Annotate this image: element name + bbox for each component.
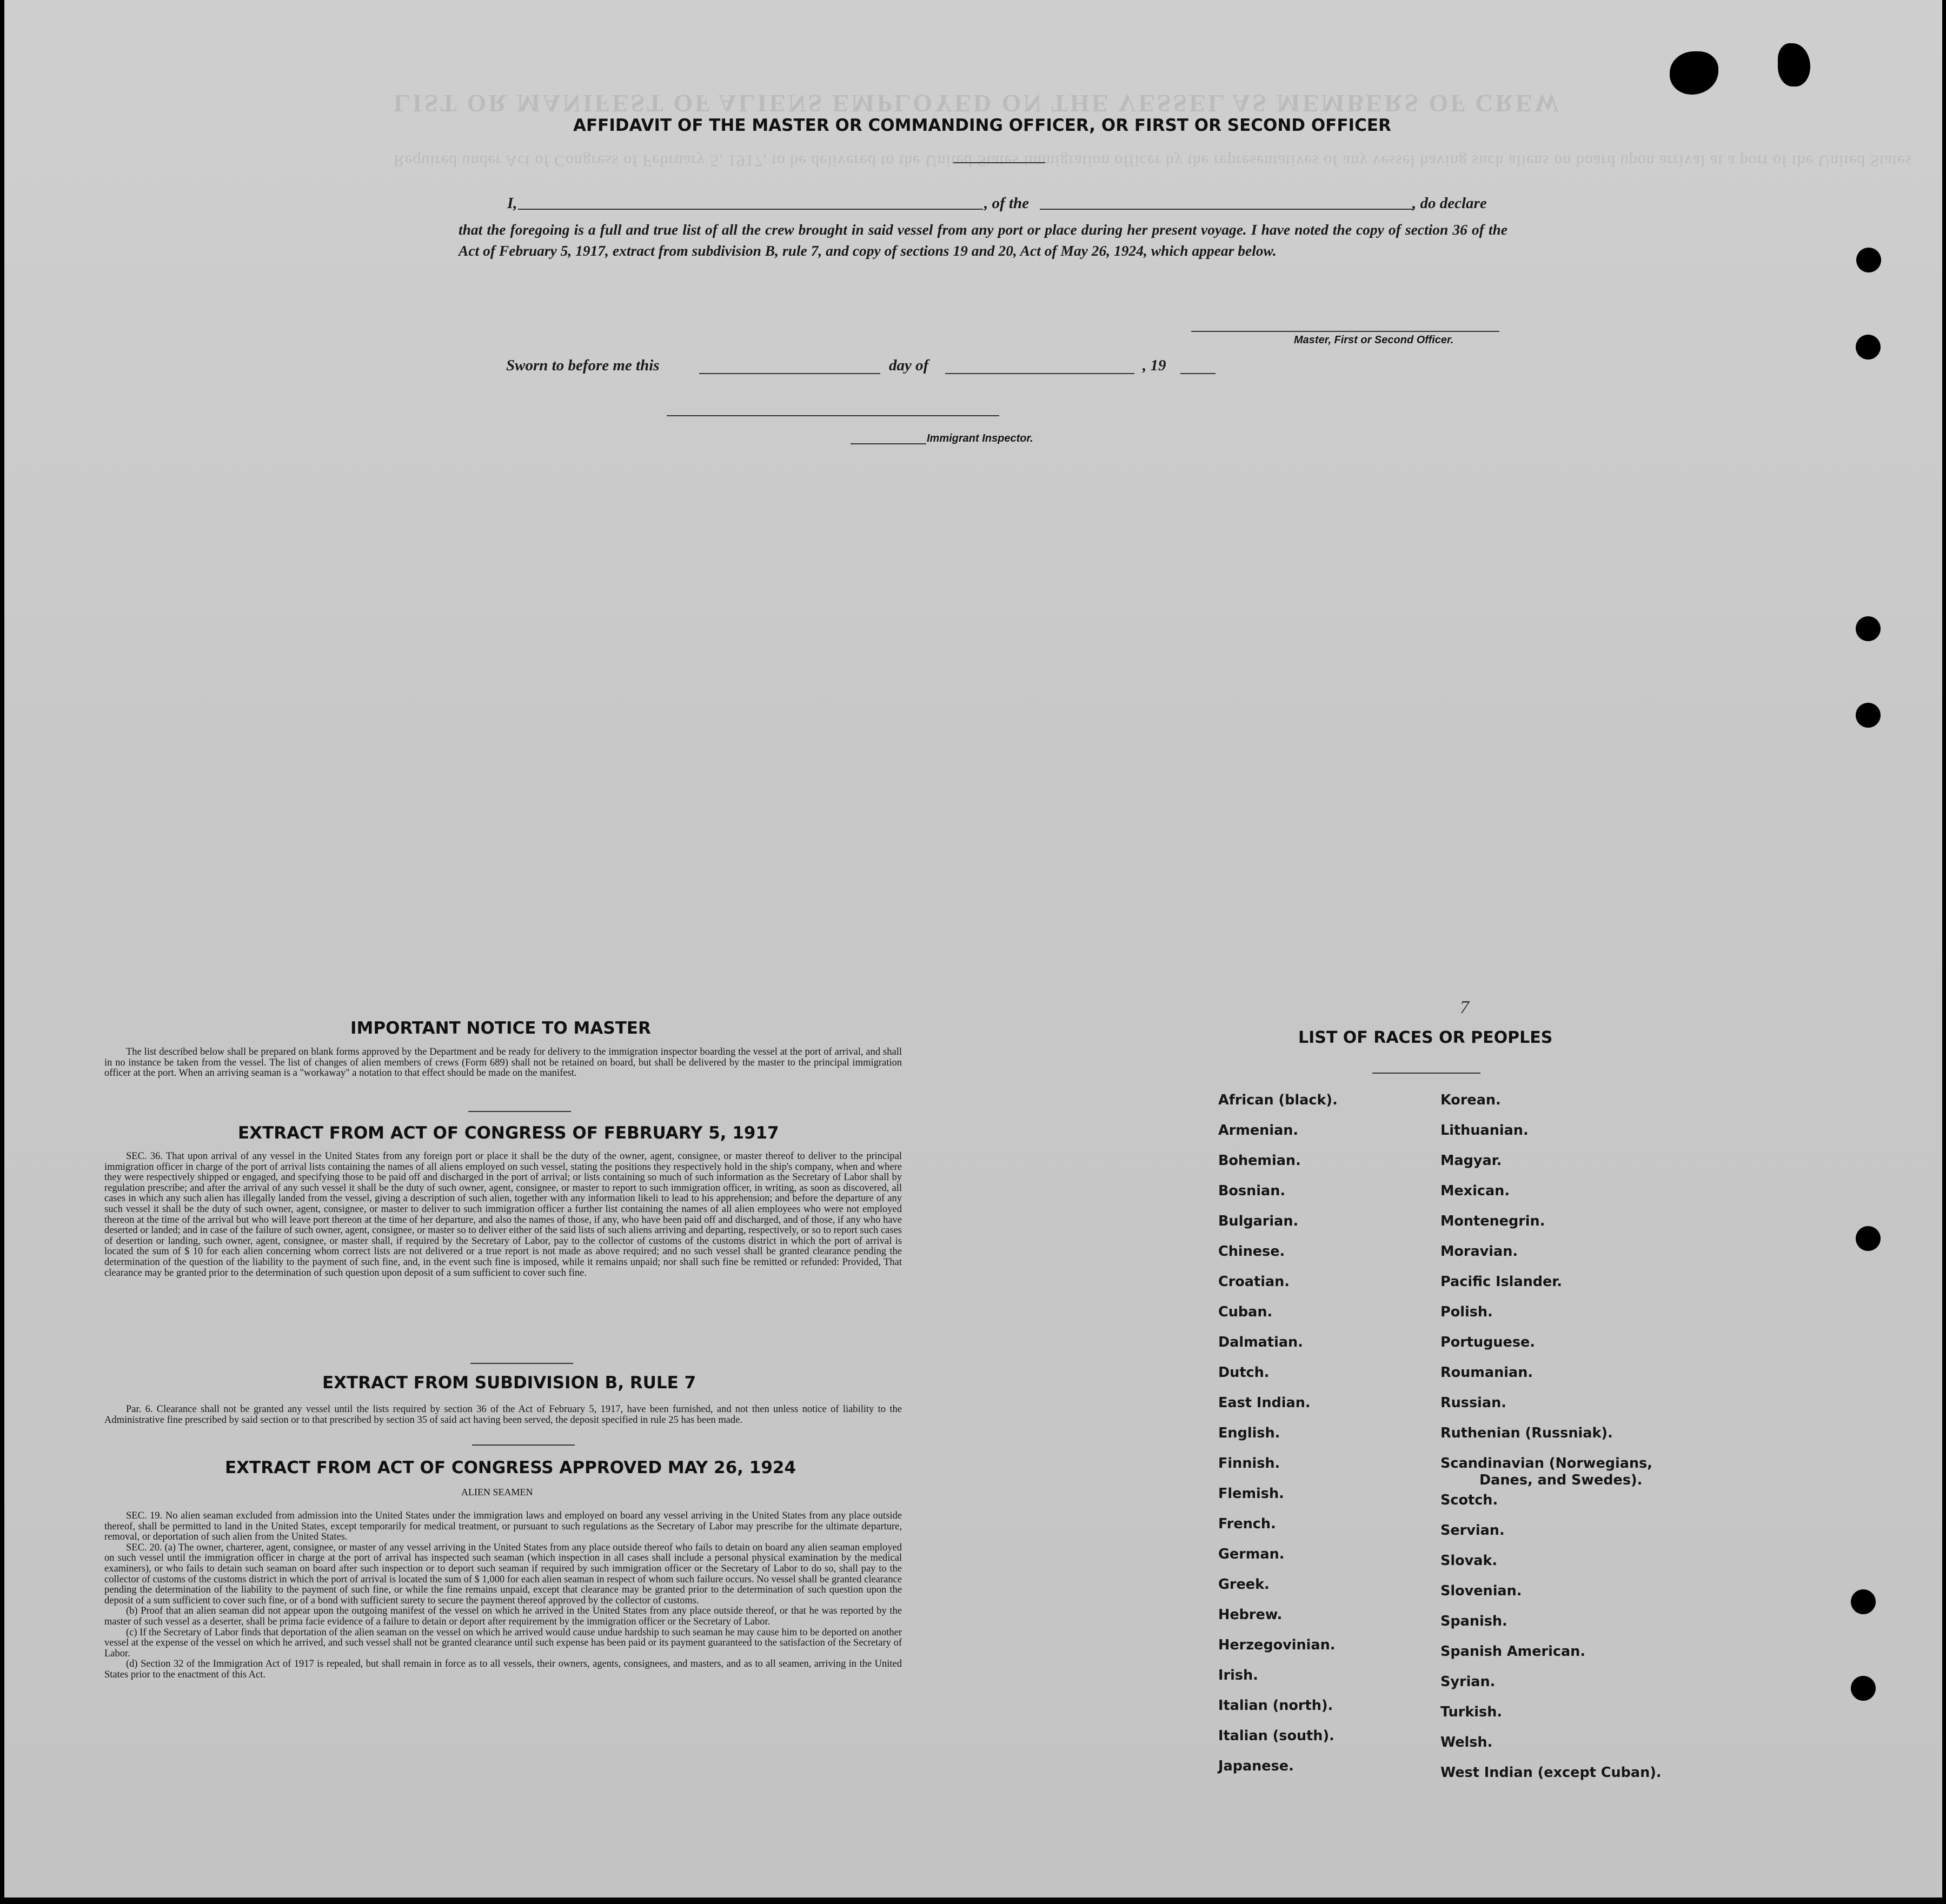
race-item: Welsh. [1440,1734,1493,1750]
sworn-day-field[interactable] [699,373,880,374]
race-item: Scotch. [1440,1492,1498,1508]
race-item: Russian. [1440,1395,1506,1411]
extract-1917-text [104,1151,902,1279]
race-item-continuation: Danes, and Swedes). [1479,1472,1643,1488]
sec-20c-paragraph: (c) If the Secretary of Labor finds that deportation of the alien seaman on the vessel on which he arrived would cause undue hardship to such seaman he may cause him to be deported on another vessel at the expense of the vessel on which he arrived, and such vessel shall not be granted clearance until such expense has been paid or its payment guaranteed to the satisfaction of the Secretary of Labor. [104,1627,902,1659]
race-item: Moravian. [1440,1243,1518,1260]
race-item: Flemish. [1218,1486,1284,1502]
divider [470,1363,573,1364]
race-item: Ruthenian (Russniak). [1440,1425,1613,1441]
divider [1372,1073,1480,1074]
year-prefix: , 19 [1143,357,1166,374]
notice-text [104,1047,902,1079]
race-item: East Indian. [1218,1395,1311,1411]
race-item: Slovenian. [1440,1583,1522,1599]
race-item: Cuban. [1218,1304,1273,1320]
race-item: Portuguese. [1440,1334,1535,1350]
page-mark: 7 [1460,997,1469,1017]
affidavit-title: AFFIDAVIT OF THE MASTER OR COMMANDING OFFICER, OR FIRST OR SECOND OFFICER [573,116,1391,135]
extract-1924-title: EXTRACT FROM ACT OF CONGRESS APPROVED MAY 26, 1924 [225,1458,796,1477]
race-item: Italian (north). [1218,1697,1333,1714]
do-declare-label: , do declare [1412,195,1487,212]
race-item: Bohemian. [1218,1153,1301,1169]
sec-20b-paragraph: (b) Proof that an alien seaman did not appear upon the outgoing manifest of the vessel on which he arrived in the United States from any place outside thereof, or that he was reported by the master of such vessel as a deserter, shall be prima facie evidence of a failure to detain or deport after requirement by the immigration officer or the Secretary of Labor. [104,1606,902,1627]
race-item: West Indian (except Cuban). [1440,1765,1662,1781]
inspector-name-line[interactable] [851,443,926,444]
race-item: Herzegovinian. [1218,1637,1336,1653]
officer-signature-caption: Master, First or Second Officer. [1294,334,1454,346]
race-item: Mexican. [1440,1183,1510,1199]
race-item: Italian (south). [1218,1728,1334,1744]
race-item: Finnish. [1218,1455,1280,1472]
race-item: Irish. [1218,1667,1258,1683]
race-item: Spanish. [1440,1613,1507,1629]
punch-hole [1856,335,1881,360]
race-item: Syrian. [1440,1674,1496,1690]
punch-hole [1856,703,1881,728]
race-item: French. [1218,1516,1276,1532]
race-item: African (black). [1218,1092,1338,1108]
race-item: English. [1218,1425,1280,1441]
section-36-paragraph: SEC. 36. That upon arrival of any vessel in the United States from any foreign port or place it shall be the duty of the owner, agent, consignee, or master thereof to deliver to the principal immigration officer in charge of the port of arrival lists containing the names of all aliens employed on such vessel, stating the positions they respectively hold in the ship's company, when and where they were respectively shipped or engaged, and specifying those to be paid off and discharged in the port of arrival; or lists containing so much of such information as the Secretary of Labor shall by regulation prescribe; and after the arrival of any such vessel it shall be the duty of such owner, agent, consignee, or master to report to such immigration officer, in writing, as soon as discovered, all cases in which any such alien has illegally landed from the vessel, giving a description of such alien, together with any information likeli to lead to his apprehension; and before the departure of any such vessel it shall be the duty of such owner, agent, consignee, or master to deliver to such immigration officer a further list containing the names of all alien employees who were not employed thereon at the time of the arrival but who will leave port thereon at the time of her departure, and also the names of those, if any, who have been paid off and discharged, and of those, if any who have deserted or landed; and in case of the failure of such owner, agent, consignee, or master so to deliver either of the said lists of such aliens arriving and departing, respectively, or so to report such cases of desertion or landing, such owner, agent, consignee, or master shall, if required by the Secretary of Labor, pay to the collector of customs of the customs district in which the port of arrival is located the sum of $ 10 for each alien concerning whom correct lists are not delivered or a true report is not made as above required; and no such vessel shall be granted clearance pending the determination of the question of the liability to the payment of such fine, and, in the event such fine is imposed, while it remains unpaid; nor shall such fine be remitted or refunded: Provided, That clearance may be granted prior to the determination of such question upon deposit of a sum sufficient to cover such fine. [104,1151,902,1279]
race-item: Montenegrin. [1440,1213,1545,1229]
race-item: Chinese. [1218,1243,1285,1260]
race-item: Hebrew. [1218,1607,1283,1623]
affidavit-i-label: I, [507,195,517,212]
notice-title: IMPORTANT NOTICE TO MASTER [350,1018,651,1038]
extract-rule7-text [104,1404,902,1426]
sec-19-paragraph: SEC. 19. No alien seaman excluded from admission into the United States under the immigration laws and employed on board any vessel arriving in the United States from any place outside thereof, shall be permitted to land in the United States, except temporarily for medical treatment, or pursuant to such regulations as the Secretary of Labor may prescribe for the ultimate departure, removal, or deportation of such alien from the United States. [104,1510,902,1543]
punch-hole [1856,1226,1881,1251]
inspector-caption: Immigrant Inspector. [927,432,1033,444]
par-6-paragraph: Par. 6. Clearance shall not be granted any vessel until the lists required by section 36 of the Act of February 5, 1917, have been furnished, and not then unless notice of liability to the Administrative fine prescribed by said section or to that prescribed by section 35 of said act having been served, the deposit specified in rule 25 has been made. [104,1404,902,1426]
race-item: Korean. [1440,1092,1501,1108]
race-item: Croatian. [1218,1274,1290,1290]
officer-signature-line[interactable] [1191,331,1499,332]
divider [953,162,1045,163]
race-item: Bulgarian. [1218,1213,1299,1229]
sec-20a-paragraph: SEC. 20. (a) The owner, charterer, agent, consignee, or master of any vessel arriving in the United States from any place outside thereof who fails to detain on board any alien seaman employed on such vessel until the immigration officer in charge at the port of arrival has inspected such seaman (which inspection in all cases shall include a personal physical examination by the medical examiners), or who fails to detain such seaman on board after such inspection or to deport such seaman if required by such immigration officer or the Secretary of Labor to do so, shall pay to the collector of customs of the customs district in which the port of arrival is located the sum of $ 1,000 for each alien seaman in respect of whom such failure occurs. No vessel shall be granted clearance pending the determination of the liability to the payment of such fine, or while the fine remains unpaid, except that clearance may be granted prior to the determination of such question upon the deposit of a sum sufficient to cover such fine, or of a bond with sufficient surety to secure the payment thereof approved by the collector of customs. [104,1542,902,1606]
race-item: Lithuanian. [1440,1122,1529,1139]
punch-hole [1856,616,1881,641]
punch-hole [1856,248,1881,272]
document-sheet [4,0,1942,1898]
punch-hole [1851,1676,1876,1701]
race-item: Greek. [1218,1576,1270,1593]
race-item: Roumanian. [1440,1364,1533,1381]
race-item: Scandinavian (Norwegians, [1440,1455,1652,1472]
alien-seamen-subtitle: ALIEN SEAMEN [461,1487,533,1497]
race-item: German. [1218,1546,1285,1562]
name-field[interactable] [518,209,983,210]
sworn-year-field[interactable] [1180,373,1216,374]
extract-1924-text [104,1511,902,1681]
of-the-label: , of the [984,195,1029,212]
race-item: Servian. [1440,1522,1505,1539]
race-item: Dalmatian. [1218,1334,1303,1350]
inspector-signature-line[interactable] [667,415,999,416]
divider [472,1444,575,1446]
vessel-field[interactable] [1040,209,1413,210]
day-of-label: day of [889,357,929,374]
extract-rule7-title: EXTRACT FROM SUBDIVISION B, RULE 7 [322,1373,696,1393]
sworn-label: Sworn to before me this [506,357,660,374]
race-item: Bosnian. [1218,1183,1286,1199]
torn-corner [1778,43,1810,86]
race-item: Armenian. [1218,1122,1299,1139]
bleed-through-subtitle: Required under Act of Congress of February 5, 1917, to be delivered to the United States immigration officer by the representatives of any vessel having such aliens on board upon arrival at a port of the United States [394,152,1912,170]
torn-corner [1670,51,1718,95]
notice-paragraph: The list described below shall be prepared on blank forms approved by the Department and be ready for delivery to the immigration inspector boarding the vessel at the port of arrival, and shall in no instance be taken from the vessel. The list of changes of alien members of crews (Form 689) shall not be retained on board, but shall be delivered by the master to the principal immigration officer at the port. When an arriving seaman is a "workaway" a notation to that effect should be made on the manifest. [104,1047,902,1079]
race-item: Pacific Islander. [1440,1274,1562,1290]
bleed-through-title: LIST OR MANIFEST OF ALIENS EMPLOYED ON THE VESSEL AS MEMBERS OF CREW [394,90,1562,117]
race-item: Spanish American. [1440,1643,1586,1660]
races-title: LIST OF RACES OR PEOPLES [1298,1028,1553,1047]
race-item: Slovak. [1440,1553,1498,1569]
sworn-month-field[interactable] [945,373,1134,374]
extract-1917-title: EXTRACT FROM ACT OF CONGRESS OF FEBRUARY 5, 1917 [238,1123,779,1143]
affidavit-paragraph: that the foregoing is a full and true list of all the crew brought in said vessel from any port or place during her present voyage. I have noted the copy of section 36 of the Act of February 5, 1917, extract from subdivision B, rule 7, and copy of sections 19 and 20, Act of May 26, 1924, which appear below. [459,221,1507,259]
race-item: Magyar. [1440,1153,1502,1169]
race-item: Turkish. [1440,1704,1503,1720]
race-item: Polish. [1440,1304,1493,1320]
race-item: Dutch. [1218,1364,1270,1381]
punch-hole [1851,1589,1876,1614]
divider [468,1111,571,1112]
race-item: Japanese. [1218,1758,1294,1774]
sec-20d-paragraph: (d) Section 32 of the Immigration Act of 1917 is repealed, but shall remain in force as to all vessels, their owners, agents, consignees, and masters, and as to all seamen, arriving in the United States prior to the enactment of this Act. [104,1659,902,1680]
